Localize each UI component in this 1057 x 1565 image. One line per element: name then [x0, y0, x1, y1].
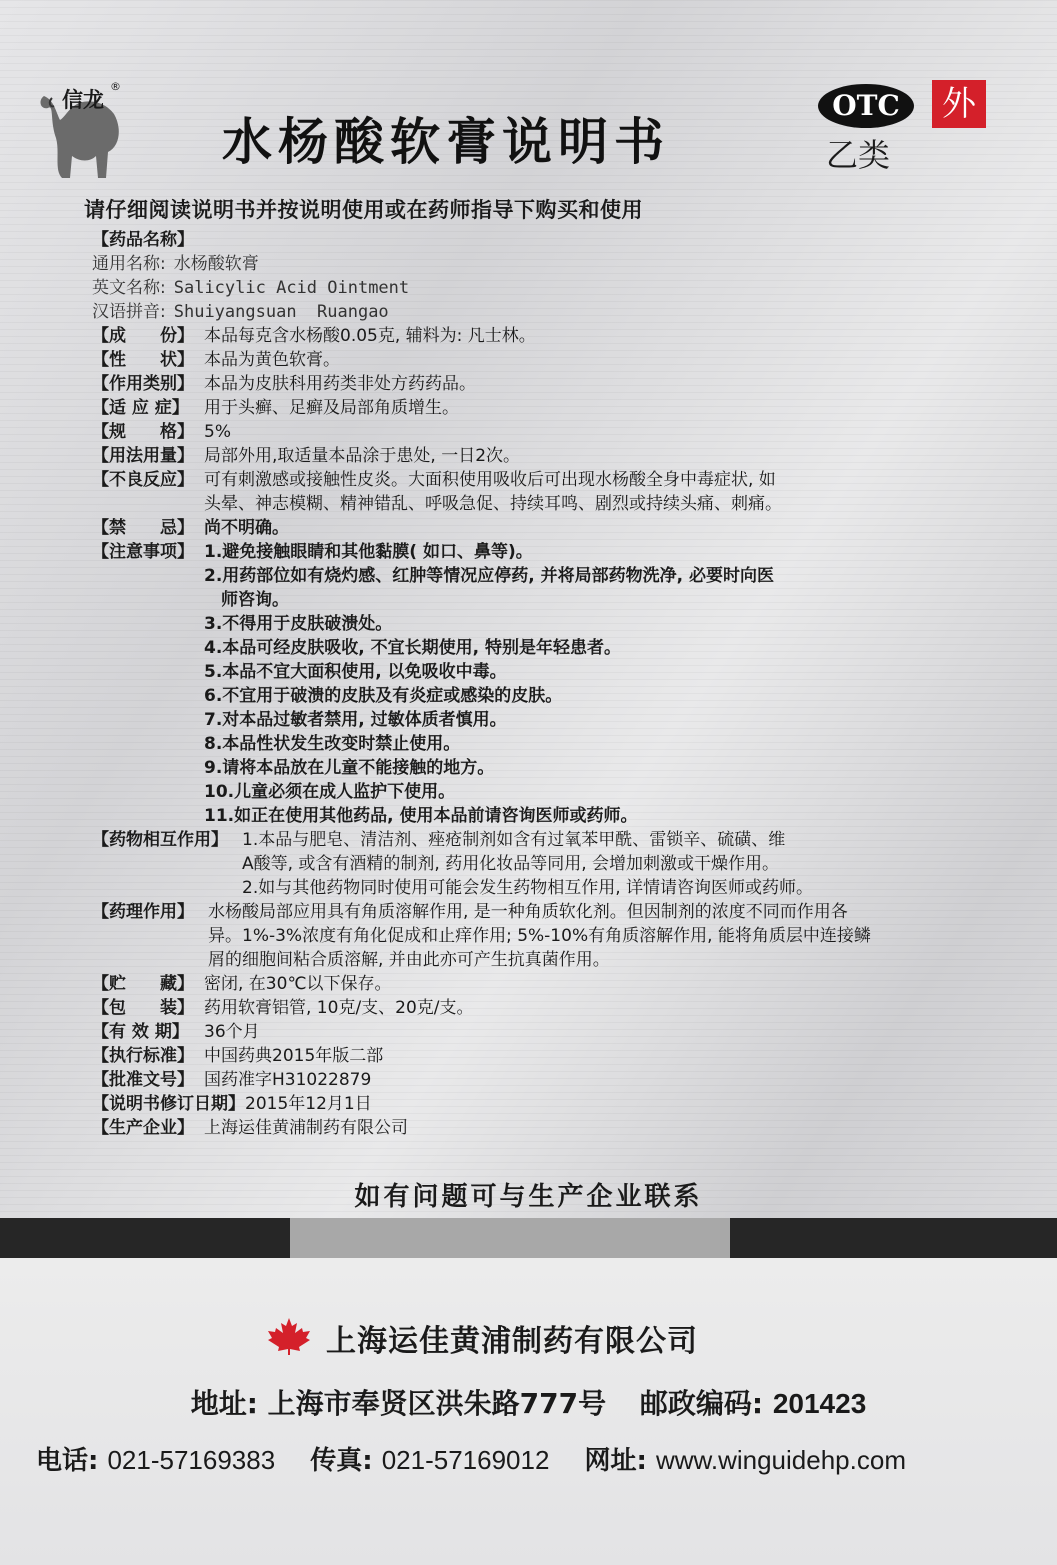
pharmacology-line: 水杨酸局部应用具有角质溶解作用, 是一种角质软化剂。但因制剂的浓度不同而作用各 [208, 902, 848, 922]
address-line [0, 1382, 1057, 1422]
drug-name-heading: 【药品名称】 [92, 230, 194, 250]
precaution-item: 6.不宜用于破溃的皮肤及有炎症或感染的皮肤。 [204, 686, 563, 706]
phone-value: 021-57169383 [107, 1445, 276, 1475]
adverse-label: 【不良反应】 [92, 470, 194, 490]
precaution-item: 9.请将本品放在儿童不能接触的地方。 [204, 758, 495, 778]
registered-mark: ® [110, 80, 121, 93]
section-value: 本品每克含水杨酸0.05克, 辅料为: 凡士林。 [204, 326, 536, 346]
phone-label: 电话: [36, 1446, 99, 1476]
precaution-item: 4.本品可经皮肤吸收, 不宜长期使用, 特别是年轻患者。 [204, 638, 622, 658]
address-value: 上海市奉贤区洪朱路777号 [267, 1387, 607, 1420]
pinyin-name-value: Shuiyangsuan Ruangao [173, 302, 389, 322]
section-value: 5% [204, 422, 231, 442]
section-label: 【包 装】 [92, 998, 194, 1018]
contraindications-value: 尚不明确。 [204, 518, 289, 538]
precaution-item: 8.本品性状发生改变时禁止使用。 [204, 734, 461, 754]
section-label: 【性 状】 [92, 350, 194, 370]
section-value: 中国药典2015年版二部 [204, 1046, 384, 1066]
section-label: 【说明书修订日期】 [92, 1094, 245, 1114]
page-title: 水杨酸软膏说明书 [222, 113, 670, 171]
interaction-line: A酸等, 或含有酒精的制剂, 药用化妆品等同用, 会增加刺激或干燥作用。 [242, 854, 780, 874]
english-name-value: Salicylic Acid Ointment [173, 278, 410, 298]
contraindications-label: 【禁 忌】 [92, 518, 194, 538]
usage-warning: 请仔细阅读说明书并按说明使用或在药师指导下购买和使用 [84, 198, 643, 222]
maple-leaf-icon [266, 1316, 312, 1356]
section-value: 国药准字H31022879 [204, 1070, 372, 1090]
fax-value: 021-57169012 [381, 1445, 550, 1475]
contact-line [36, 1440, 906, 1477]
adverse-line: 可有刺激感或接触性皮炎。大面积使用吸收后可出现水杨酸全身中毒症状, 如 [204, 470, 776, 490]
divider-band [0, 1218, 290, 1258]
english-name-label: 英文名称: [92, 278, 166, 298]
precaution-item: 3.不得用于皮肤破溃处。 [204, 614, 393, 634]
precaution-item: 10.儿童必须在成人监护下使用。 [204, 782, 456, 802]
precaution-item: 师咨询。 [204, 590, 289, 610]
section-label: 【用法用量】 [92, 446, 194, 466]
precautions-label: 【注意事项】 [92, 542, 194, 562]
precaution-item: 2.用药部位如有烧灼感、红肿等情况应停药, 并将局部药物洗净, 必要时向医 [204, 566, 775, 586]
section-value: 本品为皮肤科用药类非处方药药品。 [204, 374, 476, 394]
pharmacology-label: 【药理作用】 [92, 902, 194, 922]
section-label: 【规 格】 [92, 422, 194, 442]
section-value: 密闭, 在30℃以下保存。 [204, 974, 392, 994]
section-value: 2015年12月1日 [245, 1094, 372, 1114]
section-value: 36个月 [204, 1022, 260, 1042]
pharmacology-line: 屑的细胞间粘合质溶解, 并由此亦可产生抗真菌作用。 [208, 950, 610, 970]
section-value: 用于头癣、足癣及局部角质增生。 [204, 398, 459, 418]
brand-name: 信龙 [62, 88, 104, 112]
contact-manufacturer-note: 如有问题可与生产企业联系 [354, 1182, 703, 1212]
adverse-line: 头晕、神志模糊、精神错乱、呼吸急促、持续耳鸣、剧烈或持续头痛、刺痛。 [204, 494, 782, 514]
section-label: 【生产企业】 [92, 1118, 194, 1138]
company-name: 上海运佳黄浦制药有限公司 [326, 1324, 698, 1359]
otc-class-label: 乙类 [826, 136, 891, 174]
precaution-item: 7.对本品过敏者禁用, 过敏体质者慎用。 [204, 710, 507, 730]
website-value: www.winguidehp.com [655, 1445, 906, 1475]
pinyin-name-label: 汉语拼音: [92, 302, 166, 322]
interactions-label: 【药物相互作用】 [92, 830, 228, 850]
section-value: 药用软膏铝管, 10克/支、20克/支。 [204, 998, 474, 1018]
website-label: 网址: [584, 1446, 647, 1476]
section-value: 局部外用,取适量本品涂于患处, 一日2次。 [204, 446, 521, 466]
divider-band [290, 1218, 730, 1258]
postcode-label: 邮政编码: [639, 1387, 764, 1420]
external-use-badge: 外 [932, 80, 986, 128]
section-label: 【贮 藏】 [92, 974, 194, 994]
divider-band [730, 1218, 1057, 1258]
section-label: 【有 效 期】 [92, 1022, 189, 1042]
section-label: 【执行标准】 [92, 1046, 194, 1066]
section-label: 【批准文号】 [92, 1070, 194, 1090]
generic-name-label: 通用名称: [92, 254, 166, 274]
address-label: 地址: [190, 1387, 258, 1420]
section-value: 上海运佳黄浦制药有限公司 [204, 1118, 408, 1138]
interaction-line: 2.如与其他药物同时使用可能会发生药物相互作用, 详情请咨询医师或药师。 [242, 878, 814, 898]
fax-label: 传真: [310, 1446, 373, 1476]
section-value: 本品为黄色软膏。 [204, 350, 340, 370]
section-label: 【作用类别】 [92, 374, 194, 394]
precaution-item: 11.如正在使用其他药品, 使用本品前请咨询医师或药师。 [204, 806, 638, 826]
section-label: 【适 应 症】 [92, 398, 189, 418]
postcode-value: 201423 [772, 1388, 867, 1419]
generic-name-value: 水杨酸软膏 [173, 254, 259, 274]
otc-badge: OTC [818, 84, 914, 128]
pharmacology-line: 异。1%-3%浓度有角化促成和止痒作用; 5%-10%有角质溶解作用, 能将角质层中连接鳞 [208, 926, 871, 946]
leaflet-body [92, 228, 1022, 1140]
precaution-item: 1.避免接触眼睛和其他黏膜( 如口、鼻等)。 [204, 542, 533, 562]
precaution-item: 5.本品不宜大面积使用, 以免吸收中毒。 [204, 662, 507, 682]
interaction-line: 1.本品与肥皂、清洁剂、痤疮制剂如含有过氧苯甲酰、雷锁辛、硫磺、维 [242, 830, 786, 850]
section-label: 【成 份】 [92, 326, 194, 346]
